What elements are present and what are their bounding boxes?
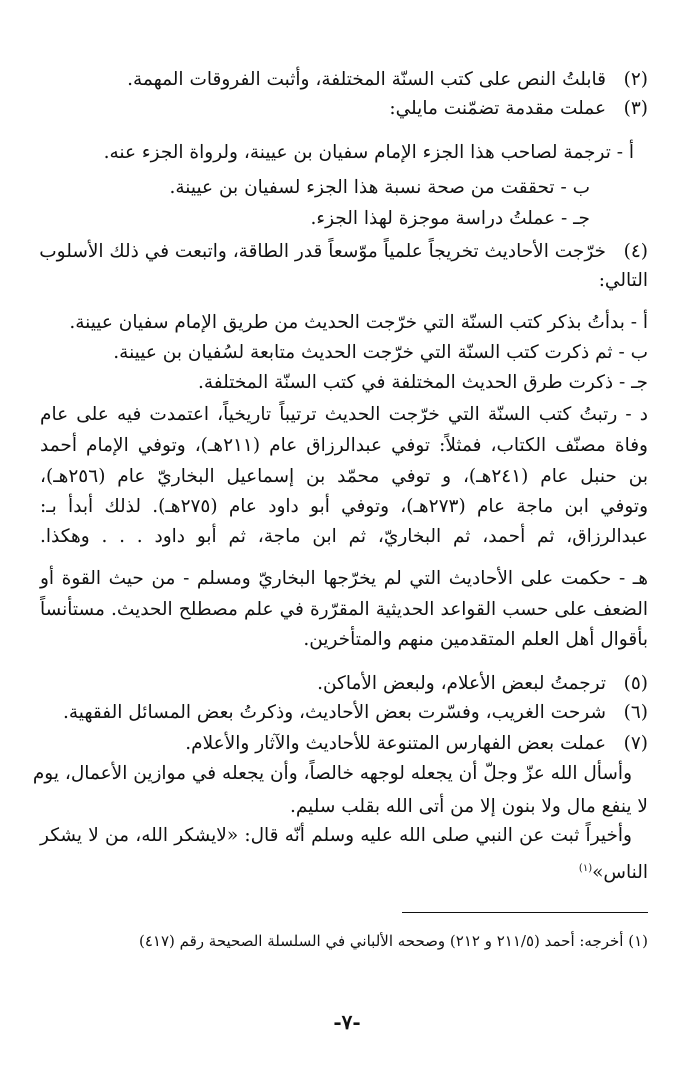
text-line [40,700,648,727]
list-marker: (٢) [623,69,648,90]
text-line [40,310,648,337]
line-text: ب - ثم ذكرت كتب السنّة التي خرّجت الحديث متابعة لسُفيان بن عيينة. [113,342,648,363]
text-line [40,856,648,883]
line-text: هـ - حكمت على الأحاديث التي لم يخرّجها البخاريّ ومسلم - من حيث القوة أو [40,568,648,589]
line-text: قابلتُ النص على كتب السنّة المختلفة، وأثبت الفروقات المهمة. [127,69,606,90]
text-line [40,566,648,593]
text-line [40,794,648,821]
line-text: وفاة مصنّف الكتاب، فمثلاً: توفي عبدالرزاق عام (٢١١هـ)، وتوفي الإمام أحمد [40,435,648,456]
line-text: الناس» [592,862,648,884]
text-line [40,268,648,295]
line-text: ترجمتُ لبعض الأعلام، ولبعض الأماكن. [317,673,606,694]
line-text: شرحت الغريب، وفسّرت بعض الأحاديث، وذكرتُ بعض المسائل الفقهية. [63,702,606,723]
text-line [40,731,648,758]
line-text: د - رتبتُ كتب السنّة التي خرّجت الحديث ترتيباً تاريخياً، اعتمدت فيه على عام [40,404,648,425]
text-line [32,761,632,788]
text-line [40,433,648,460]
list-marker: (٥) [623,673,648,694]
text-line [40,340,648,367]
text-line [40,823,632,850]
text-line [40,96,648,123]
text-line [40,597,648,624]
line-text: وتوفي ابن ماجة عام (٢٧٣هـ)، وتوفي أبو داود عام (٢٧٥هـ). لذلك أبدأ بـ: [40,496,649,517]
text-line [40,671,648,698]
line-text: عبدالرزاق، ثم أحمد، ثم البخاريّ، ثم ابن ماجة، ثم أبو داود . . . وهكذا. [40,526,648,547]
text-line [40,494,648,521]
line-text: جـ - ذكرت طرق الحديث المختلفة في كتب السنّة المختلفة. [197,372,648,393]
line-text: بأقوال أهل العلم المتقدمين منهم والمتأخرين. [303,629,648,650]
page-number: -٧- [333,1010,361,1034]
list-marker: (٧) [623,733,648,754]
footnote-rule [402,912,648,913]
text-line [40,67,648,94]
line-text: أ - بدأتُ بذكر كتب السنّة التي خرّجت الحديث من طريق الإمام سفيان عيينة. [69,312,648,333]
line-text: عملت بعض الفهارس المتنوعة للأحاديث والآثار والأعلام. [185,733,606,754]
text-line [40,175,590,202]
line-text: أ - ترجمة لصاحب هذا الجزء الإمام سفيان بن عيينة، ولرواة الجزء عنه. [103,142,634,163]
text-line [40,627,648,654]
line-text: وأخيراً ثبت عن النبي صلى الله عليه وسلم أنّه قال: «لايشكر الله، من لا يشكر [40,825,632,846]
text-line [40,206,590,233]
line-text: لا ينفع مال ولا بنون إلا من أتى الله بقلب سليم. [289,796,648,817]
footnote-ref: (١) [578,863,593,874]
line-text: جـ - عملتُ دراسة موجزة لهذا الجزء. [310,208,590,229]
text-line [40,402,648,429]
text-line [40,524,648,551]
line-text: التالي: [598,270,648,291]
footnote: (١) أخرجه: أحمد (٢١١/٥ و ٢١٢) وصححه الألباني في السلسلة الصحيحة رقم (٤١٧) [138,932,648,950]
line-text: وأسأل الله عزّ وجلّ أن يجعله لوجهه خالصاً، وأن يجعله في موازين الأعمال، يوم [32,763,632,784]
text-line [40,464,648,491]
text-line [40,239,648,266]
line-text: بن حنبل عام (٢٤١هـ)، و توفي محمّد بن إسماعيل البخاريّ عام (٢٥٦هـ)، [40,466,648,487]
list-marker: (٦) [623,702,648,723]
line-text: عملت مقدمة تضمّنت مايلي: [389,98,606,119]
list-marker: (٤) [623,241,648,262]
list-marker: (٣) [623,98,648,119]
text-line [40,140,634,167]
text-line [40,370,648,397]
line-text: الضعف على حسب القواعد الحديثية المقرّرة في علم مصطلح الحديث. مستأنساً [40,599,648,620]
line-text: ب - تحققت من صحة نسبة هذا الجزء لسفيان بن عيينة. [169,177,590,198]
line-text: خرّجت الأحاديث تخريجاً علمياً موّسعاً قدر الطاقة، واتبعت في ذلك الأسلوب [39,241,606,262]
